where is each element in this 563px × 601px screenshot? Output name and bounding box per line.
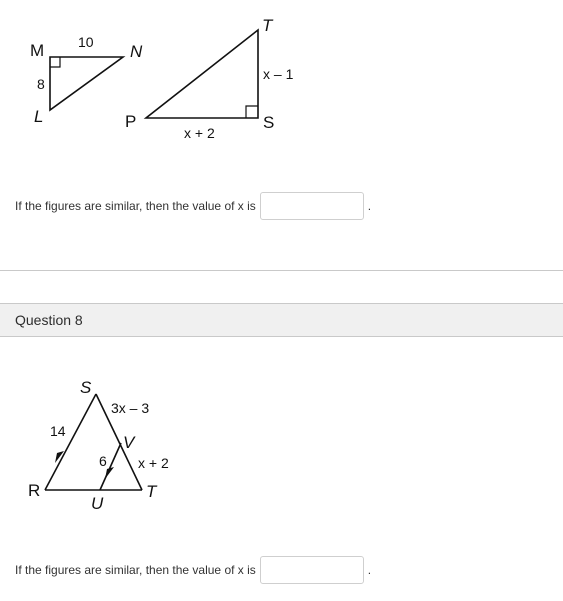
prompt-text-q7: If the figures are similar, then the value of x is: [15, 199, 256, 213]
label-rs-length: 14: [50, 423, 66, 439]
side-rs: [45, 394, 96, 490]
prompt-text-q8: If the figures are similar, then the value of x is: [15, 563, 256, 577]
prompt-row-q7: [15, 192, 371, 220]
right-angle-marker-s: [246, 106, 258, 118]
label-t: T: [146, 482, 157, 501]
label-sv-length: 3x – 3: [111, 400, 150, 416]
label-l: L: [34, 107, 44, 126]
label-n: N: [130, 42, 143, 61]
prompt-row-q8: [15, 556, 371, 584]
label-s: S: [263, 113, 275, 132]
answer-input-q7[interactable]: [260, 192, 364, 220]
section-divider: [0, 270, 563, 271]
prompt-period-q7: .: [367, 199, 372, 213]
similar-triangles-figure-q7: [0, 0, 563, 160]
question-header-q8: [0, 303, 563, 337]
label-ps-length: x + 2: [184, 125, 215, 141]
label-s: S: [80, 378, 92, 397]
label-m: M: [30, 41, 45, 60]
prompt-period-q8: .: [367, 563, 372, 577]
right-angle-marker-m: [50, 57, 60, 67]
answer-input-q8[interactable]: [260, 556, 364, 584]
label-vt-length: x + 2: [138, 455, 169, 471]
triangle-tps: [146, 30, 258, 118]
label-p: P: [125, 112, 137, 131]
label-v: V: [123, 433, 135, 452]
triangle-mnl: [50, 57, 123, 110]
label-uv-length: 6: [99, 453, 107, 469]
similar-triangles-figure-q8: [0, 370, 563, 515]
label-ml-length: 8: [37, 76, 45, 92]
label-t: T: [262, 16, 273, 35]
label-mn-length: 10: [78, 34, 94, 50]
label-ts-length: x – 1: [263, 66, 294, 82]
label-u: U: [91, 494, 104, 513]
question-title-q8: Question 8: [15, 312, 83, 328]
label-r: R: [28, 481, 41, 500]
